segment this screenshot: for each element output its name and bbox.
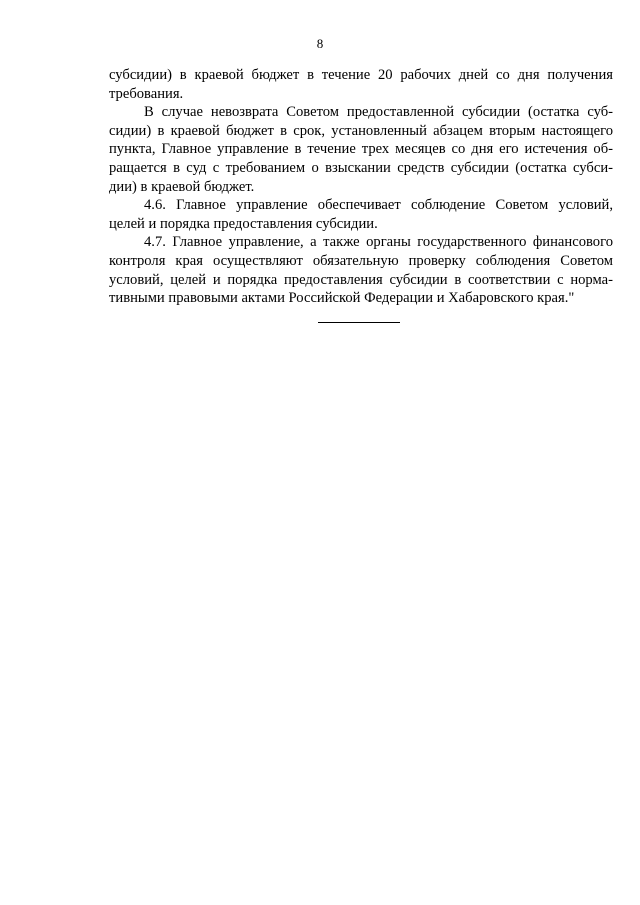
text-line: дии) в краевой бюджет. <box>109 178 255 195</box>
text-line: целей и порядка предоставления субсидии. <box>109 215 378 232</box>
text-line: пункта, Главное управление в течение трех месяцев со дня его истечения об- <box>109 141 613 158</box>
page-number: 8 <box>316 36 324 51</box>
text-line: условий, целей и порядка предоставления субсидии в соответствии с норма- <box>109 271 613 288</box>
text-line: тивными правовыми актами Российской Федерации и Хабаровского края." <box>109 290 575 307</box>
text-line: 4.6. Главное управление обеспечивает соблюдение Советом условий, <box>144 197 613 214</box>
end-divider-line <box>318 322 400 323</box>
document-body <box>109 66 613 308</box>
text-line: ращается в суд с требованием о взыскании средств субсидии (остатка субси- <box>109 159 613 176</box>
text-line: В случае невозврата Советом предоставленной субсидии (остатка суб- <box>144 104 613 121</box>
text-line: сидии) в краевой бюджет в срок, установленный абзацем вторым настоящего <box>109 122 613 139</box>
text-line: 4.7. Главное управление, а также органы государственного финансового <box>144 234 613 251</box>
text-line: субсидии) в краевой бюджет в течение 20 рабочих дней со дня получения <box>109 67 613 83</box>
text-line: требования. <box>109 85 184 102</box>
text-line: контроля края осуществляют обязательную проверку соблюдения Советом <box>109 252 613 269</box>
